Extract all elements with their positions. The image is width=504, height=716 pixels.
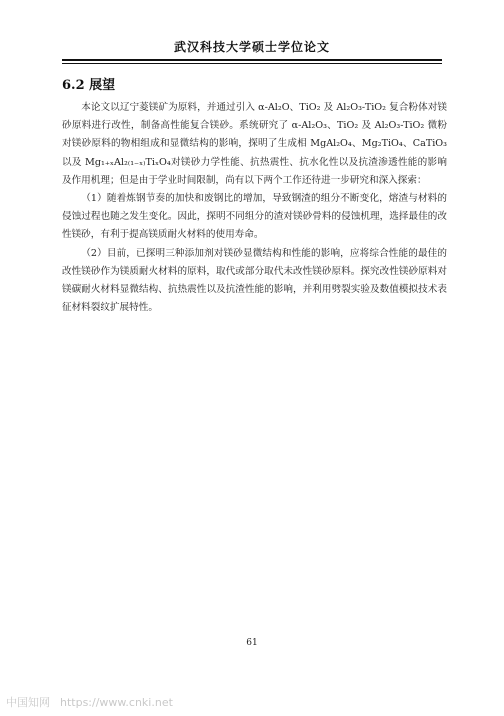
- section-title: 6.2 展望: [62, 78, 116, 93]
- thesis-running-header: 武汉科技大学硕士学位论文: [173, 40, 330, 54]
- page-number: 61: [246, 638, 258, 648]
- cnki-watermark: [6, 694, 173, 710]
- watermark-site-name: 中国知网: [6, 696, 50, 709]
- header-rule-thin: [62, 63, 442, 64]
- watermark-url: https://www.cnki.net: [60, 696, 173, 709]
- body-text: [62, 99, 447, 317]
- header-rule-thick: [62, 59, 442, 61]
- paragraph-intro: 本论文以辽宁菱镁矿为原料，并通过引入 α-Al₂O、TiO₂ 及 Al₂O₃-TiO₂ 复合粉体对镁砂原料进行改性，制备高性能复合镁砂。系统研究了 α-Al₂O₃、TiO₂ 及 Al₂O₃-TiO₂ 微粉对镁砂原料的物相组成和显微结构的影响，探明了生成相 MgAl₂O₄、Mg₂TiO₄、CaTiO₃以及 Mg₁₊ₓAl₂₍₁₋ₓ₎TiₓO₄对镁砂力学性能、抗热震性、抗水化性以及抗渣渗透性能的影响及作用机理；但是由于学业时间限制，尚有以下两个工作还待进一步研究和深入探索：: [62, 102, 447, 186]
- paragraph-item-2: （2）目前，已探明三种添加剂对镁砂显微结构和性能的影响，应将综合性能的最佳的改性镁砂作为镁质耐火材料的原料，取代或部分取代未改性镁砂原料。探究改性镁砂原料对镁碳耐火材料显微结构、抗热震性以及抗渣性能的影响，并利用劈裂实验及数值模拟技术表征材料裂纹扩展特性。: [62, 247, 447, 314]
- paragraph-item-1: （1）随着炼钢节奏的加快和废钢比的增加，导致钢渣的组分不断变化，熔渣与材料的侵蚀过程也随之发生变化。因此，探明不同组分的渣对镁砂骨料的侵蚀机理，选择最佳的改性镁砂，有利于提高镁质耐火材料的使用寿命。: [62, 193, 447, 241]
